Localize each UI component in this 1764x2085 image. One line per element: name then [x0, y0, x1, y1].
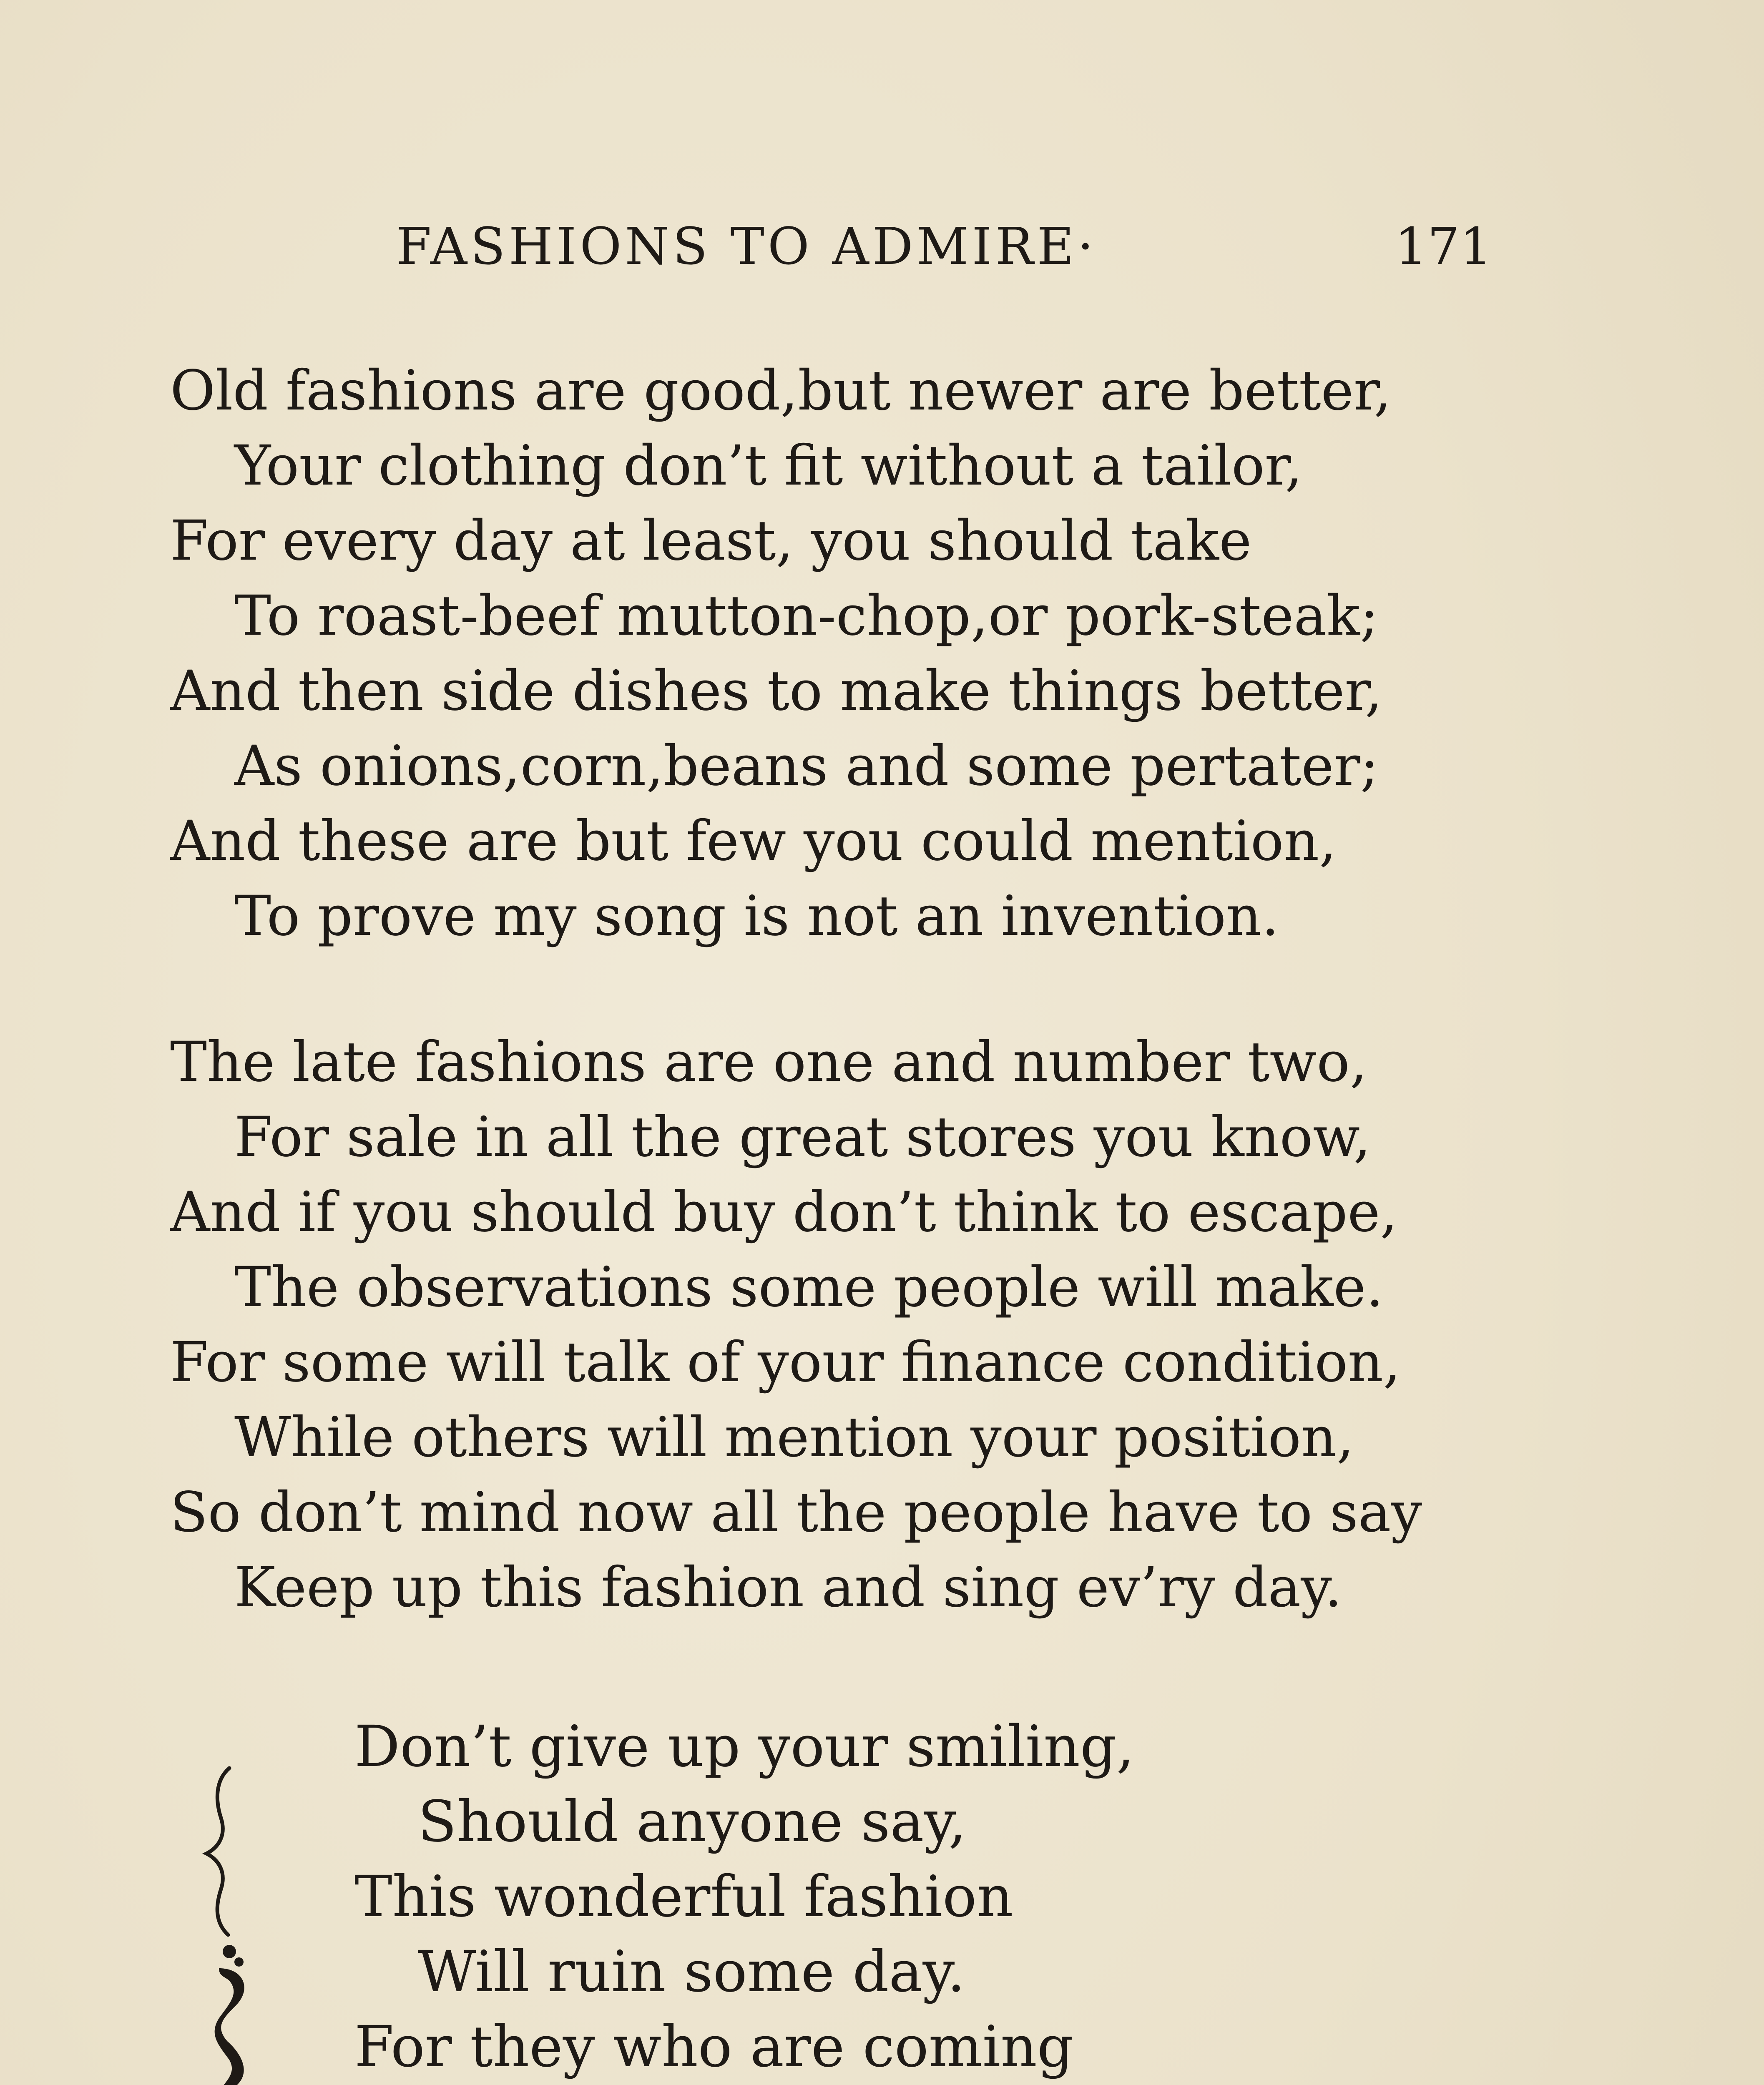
- chorus-line: This wonderful fashion: [354, 1864, 1013, 1930]
- verse-line: While others will mention your position,: [234, 1405, 1354, 1470]
- verse-line: The late fashions are one and number two,: [170, 1030, 1367, 1094]
- verse-line: Old fashions are good,but newer are better,: [170, 359, 1392, 423]
- chorus-line: For they who are coming: [354, 2014, 1073, 2080]
- verse-line: Your clothing don’t fit without a tailor,: [234, 434, 1303, 498]
- verse-line: To roast-beef mutton-chop,or pork-steak;: [234, 584, 1379, 648]
- verse-line: And these are but few you could mention,: [170, 809, 1337, 873]
- chorus-line: Should anyone say,: [418, 1789, 967, 1855]
- verse-line: And then side dishes to make things better,: [170, 659, 1383, 723]
- verse-line: And if you should buy don’t think to escape,: [170, 1180, 1398, 1244]
- verse-line: The observations some people will make.: [234, 1255, 1384, 1319]
- chorus-line: Don’t give up your smiling,: [354, 1714, 1135, 1780]
- page-number: 171: [1395, 217, 1492, 276]
- ornamental-bracket-icon: [190, 1735, 265, 2085]
- running-head: FASHIONS TO ADMIRE·: [396, 217, 1097, 276]
- verse-line: For some will talk of your finance condition,: [170, 1330, 1401, 1394]
- verse-line: For sale in all the great stores you know,: [234, 1105, 1371, 1169]
- verse-line: So don’t mind now all the people have to say: [170, 1480, 1422, 1545]
- verse-line: For every day at least, you should take: [170, 509, 1252, 573]
- verse-line: As onions,corn,beans and some pertater;: [234, 734, 1379, 798]
- verse-line: To prove my song is not an invention.: [234, 884, 1279, 948]
- verse-line: Keep up this fashion and sing ev’ry day.: [234, 1555, 1342, 1620]
- chorus-line: Will ruin some day.: [418, 1939, 965, 2005]
